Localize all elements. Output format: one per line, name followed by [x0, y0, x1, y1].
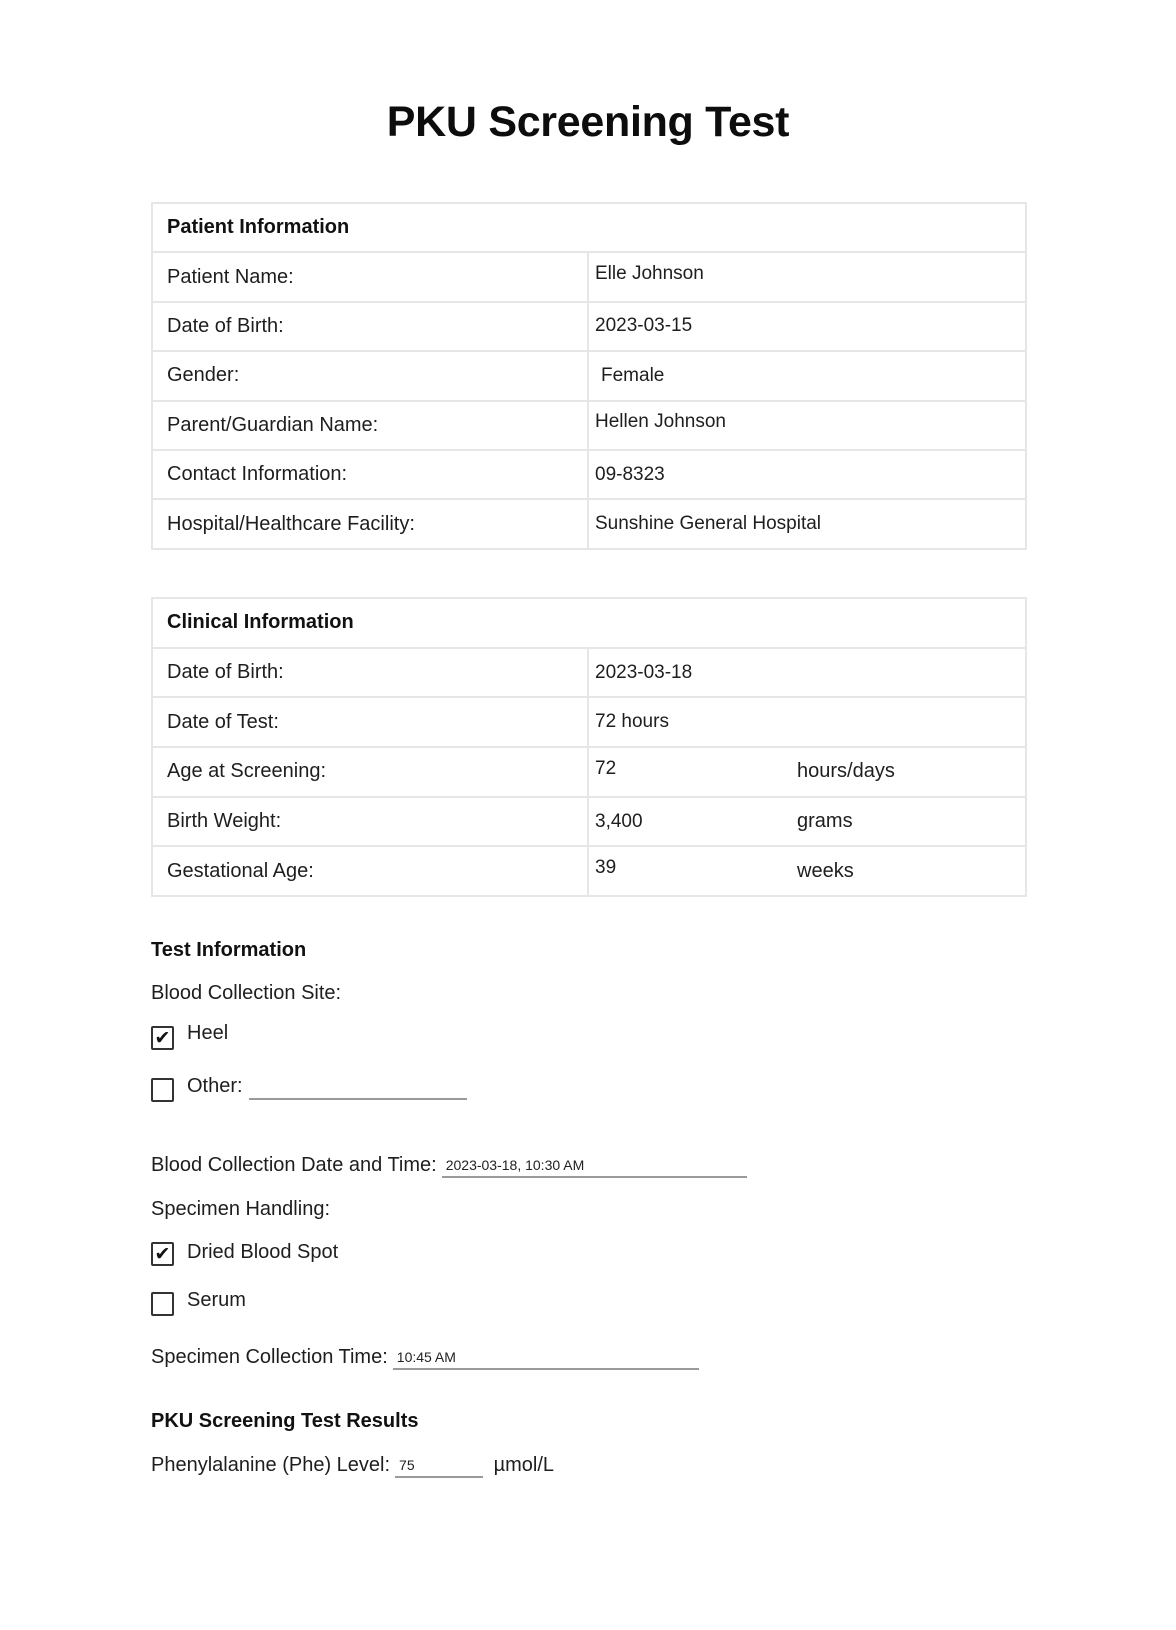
other-option [151, 1077, 467, 1103]
document-title: PKU Screening Test [386, 98, 790, 146]
gender-field[interactable] [588, 351, 1026, 400]
blood-collection-site-label: Blood Collection Site: [151, 982, 342, 1004]
blood-collection-datetime-input[interactable] [442, 1154, 747, 1178]
row-label: Date of Test: [152, 697, 588, 747]
specimen-collection-time-input[interactable] [393, 1346, 699, 1370]
serum-label: Serum [187, 1289, 246, 1311]
guardian-name-value: Hellen Johnson [595, 411, 726, 433]
age-at-screening-field[interactable] [588, 747, 1026, 797]
heel-label: Heel [187, 1022, 229, 1044]
other-input[interactable] [249, 1076, 467, 1100]
specimen-collection-time-value: 10:45 AM [396, 1349, 456, 1365]
heel-checkbox[interactable]: ✔ [151, 1026, 174, 1050]
table-row [152, 697, 1026, 747]
dried-blood-spot-option [151, 1241, 338, 1267]
clinical-information-heading: Clinical Information [152, 598, 1026, 648]
blood-collection-datetime-value: 2023-03-18, 10:30 AM [445, 1157, 585, 1173]
specimen-collection-time-label: Specimen Collection Time: [151, 1346, 388, 1368]
row-label: Hospital/Healthcare Facility: [152, 499, 588, 548]
guardian-name-field[interactable] [588, 401, 1026, 450]
row-label: Contact Information: [152, 450, 588, 499]
table-row [152, 252, 1026, 301]
row-label: Date of Birth: [152, 648, 588, 698]
serum-option [151, 1291, 246, 1317]
age-at-screening-value: 72 [595, 757, 617, 779]
row-label: Age at Screening: [152, 747, 588, 797]
other-checkbox[interactable] [151, 1078, 174, 1102]
row-label: Birth Weight: [152, 797, 588, 847]
table-row [152, 302, 1026, 351]
table-row [152, 747, 1026, 797]
table-row [152, 499, 1026, 548]
clinical-date-of-birth-field[interactable] [588, 648, 1026, 698]
phe-level-row [151, 1452, 554, 1478]
other-label: Other: [187, 1075, 243, 1097]
phe-level-unit: µmol/L [493, 1454, 555, 1476]
row-label: Parent/Guardian Name: [152, 401, 588, 450]
date-of-test-value: 72 hours [595, 711, 669, 733]
patient-name-field[interactable] [588, 252, 1026, 301]
clinical-information-table [151, 597, 1027, 897]
patient-information-heading: Patient Information [152, 203, 1026, 252]
phe-level-value: 75 [399, 1457, 415, 1473]
gender-value: Female [601, 364, 665, 386]
row-label: Patient Name: [152, 252, 588, 301]
blood-collection-datetime-label: Blood Collection Date and Time: [151, 1154, 437, 1176]
birth-weight-value: 3,400 [595, 810, 643, 832]
test-information-heading: Test Information [151, 939, 307, 961]
phe-level-input[interactable] [395, 1454, 483, 1478]
date-of-birth-field[interactable] [588, 302, 1026, 351]
gestational-age-value: 39 [595, 857, 617, 879]
specimen-collection-time-row [151, 1344, 700, 1370]
contact-information-value: 09-8323 [595, 463, 665, 485]
weight-unit-label: grams [797, 810, 853, 833]
specimen-handling-label: Specimen Handling: [151, 1198, 330, 1220]
dried-blood-spot-checkbox[interactable]: ✔ [151, 1242, 174, 1266]
gestational-unit-label: weeks [797, 859, 854, 882]
results-heading: PKU Screening Test Results [151, 1410, 419, 1432]
table-header-row [152, 203, 1026, 252]
table-row [152, 648, 1026, 698]
date-of-birth-value: 2023-03-15 [595, 315, 693, 337]
birth-weight-field[interactable] [588, 797, 1026, 847]
age-unit-label: hours/days [797, 760, 895, 783]
row-label: Date of Birth: [152, 302, 588, 351]
table-row [152, 450, 1026, 499]
table-row [152, 797, 1026, 847]
serum-checkbox[interactable] [151, 1292, 174, 1316]
phe-level-label: Phenylalanine (Phe) Level: [151, 1454, 391, 1476]
table-row [152, 846, 1026, 896]
table-header-row [152, 598, 1026, 648]
facility-value: Sunshine General Hospital [595, 513, 822, 535]
row-label: Gender: [152, 351, 588, 400]
patient-information-table [151, 202, 1027, 550]
table-row [152, 401, 1026, 450]
date-of-test-field[interactable] [588, 697, 1026, 747]
row-label: Gestational Age: [152, 846, 588, 896]
blood-collection-datetime-row [151, 1152, 748, 1178]
facility-field[interactable] [588, 499, 1026, 548]
contact-information-field[interactable] [588, 450, 1026, 499]
heel-option [151, 1022, 229, 1051]
table-row [152, 351, 1026, 400]
dried-blood-spot-label: Dried Blood Spot [187, 1241, 339, 1263]
patient-name-value: Elle Johnson [595, 263, 704, 285]
clinical-date-of-birth-value: 2023-03-18 [595, 661, 693, 683]
gestational-age-field[interactable] [588, 846, 1026, 896]
